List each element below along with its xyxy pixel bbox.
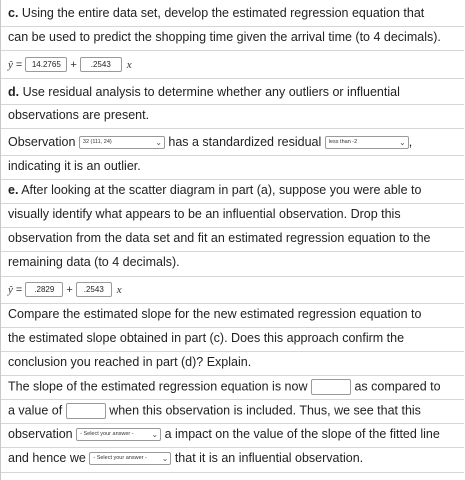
chevron-down-icon: ⌄ (151, 430, 159, 440)
observation-select[interactable] (79, 136, 165, 149)
plus-sign: + (70, 59, 77, 71)
answer-text-3a: observation (8, 427, 73, 441)
divider (1, 50, 464, 51)
conclusion-select[interactable] (89, 452, 171, 465)
intercept-input[interactable]: .2829 (25, 282, 63, 297)
part-c-line1 (1, 6, 464, 20)
slope-input[interactable]: .2543 (80, 57, 122, 72)
divider (1, 303, 464, 304)
impact-select[interactable] (76, 428, 161, 441)
part-d-line4 (1, 159, 464, 173)
new-slope-input[interactable] (311, 379, 351, 395)
yhat-symbol: ŷ (8, 59, 13, 71)
chevron-down-icon: ⌄ (161, 454, 169, 464)
part-e-text-1: After looking at the scatter diagram in part (a), suppose you were able to (18, 183, 422, 197)
divider (1, 203, 464, 204)
old-slope-input[interactable] (66, 403, 106, 419)
chevron-down-icon: ⌄ (399, 138, 406, 148)
answer-text-3b: a impact on the value of the slope of the fitted line (164, 427, 440, 441)
answer-text-4a: and hence we (8, 451, 86, 465)
part-c-text-1: Using the entire data set, develop the estimated regression equation that (18, 6, 425, 20)
divider (1, 179, 464, 180)
divider (1, 423, 464, 424)
part-d-line3 (1, 135, 464, 149)
part-e-line3 (1, 231, 464, 245)
divider (1, 227, 464, 228)
answer-text-1b: as compared to (354, 379, 441, 394)
answer-line2 (1, 403, 464, 419)
part-c-equation (1, 57, 464, 72)
divider (1, 375, 464, 376)
part-d-line1 (1, 85, 464, 99)
part-d-label: d. (8, 85, 20, 99)
compare-line3 (1, 355, 464, 369)
intercept-input[interactable]: 14.2765 (25, 57, 67, 72)
equals-sign: = (15, 59, 23, 71)
residual-select[interactable] (325, 136, 409, 149)
yhat-symbol: ŷ (8, 284, 13, 296)
x-variable: x (116, 284, 122, 296)
divider (1, 251, 464, 252)
compare-text-1: Compare the estimated slope for the new estimated regression equation to (8, 307, 422, 321)
observation-prefix: Observation (8, 135, 76, 149)
part-d-text-4: indicating it is an outlier. (8, 159, 141, 173)
divider (1, 399, 464, 400)
conclusion-select-value: - Select your answer - (93, 455, 147, 462)
part-e-text-4: remaining data (to 4 decimals). (8, 255, 180, 269)
observation-select-value: 32 (111, 24) (82, 139, 112, 146)
part-e-line1 (1, 183, 464, 197)
part-d-line2 (1, 108, 464, 122)
part-e-text-2: visually identify what appears to be an influential observation. Drop this (8, 207, 401, 221)
compare-text-2: the estimated slope obtained in part (c). Does this approach confirm the (8, 331, 405, 345)
divider (1, 128, 464, 129)
part-e-line4 (1, 255, 464, 269)
part-c-label: c. (8, 6, 19, 20)
equals-sign: = (15, 284, 23, 296)
divider (1, 351, 464, 352)
compare-line2 (1, 331, 464, 345)
answer-text-2b: when this observation is included. Thus, we see that this (109, 403, 421, 418)
x-variable: x (126, 59, 132, 71)
divider (1, 26, 464, 27)
chevron-down-icon: ⌄ (155, 138, 162, 148)
divider (1, 447, 464, 448)
divider (1, 276, 464, 277)
divider (1, 327, 464, 328)
part-e-text-3: observation from the data set and fit an estimated regression equation to the (8, 231, 431, 245)
impact-select-value: - Select your answer - (80, 431, 134, 438)
answer-text-1a: The slope of the estimated regression equation is now (8, 379, 308, 394)
part-d-text-1: Use residual analysis to determine whether any outliers or influential (19, 85, 400, 99)
compare-line1 (1, 307, 464, 321)
part-d-text-2: observations are present. (8, 108, 150, 122)
part-e-line2 (1, 207, 464, 221)
answer-line4 (1, 451, 464, 465)
divider (1, 104, 464, 105)
answer-text-4b: that it is an influential observation. (174, 451, 364, 465)
compare-text-3: conclusion you reached in part (d)? Explain. (8, 355, 252, 369)
part-c-text-2: can be used to predict the shopping time given the arrival time (to 4 decimals). (8, 30, 441, 44)
slope-input[interactable]: .2543 (76, 282, 112, 297)
divider (1, 78, 464, 79)
answer-line3 (1, 427, 464, 441)
answer-line1 (1, 379, 464, 395)
residual-select-value: less than -2 (328, 139, 358, 146)
divider (1, 472, 464, 473)
part-e-label: e. (8, 183, 19, 197)
observation-suffix: , (408, 135, 413, 149)
part-e-equation (1, 282, 464, 297)
divider (1, 155, 464, 156)
plus-sign: + (66, 284, 73, 296)
observation-middle: has a standardized residual (168, 135, 322, 149)
answer-text-2a: a value of (8, 403, 63, 418)
part-c-line2 (1, 30, 464, 44)
